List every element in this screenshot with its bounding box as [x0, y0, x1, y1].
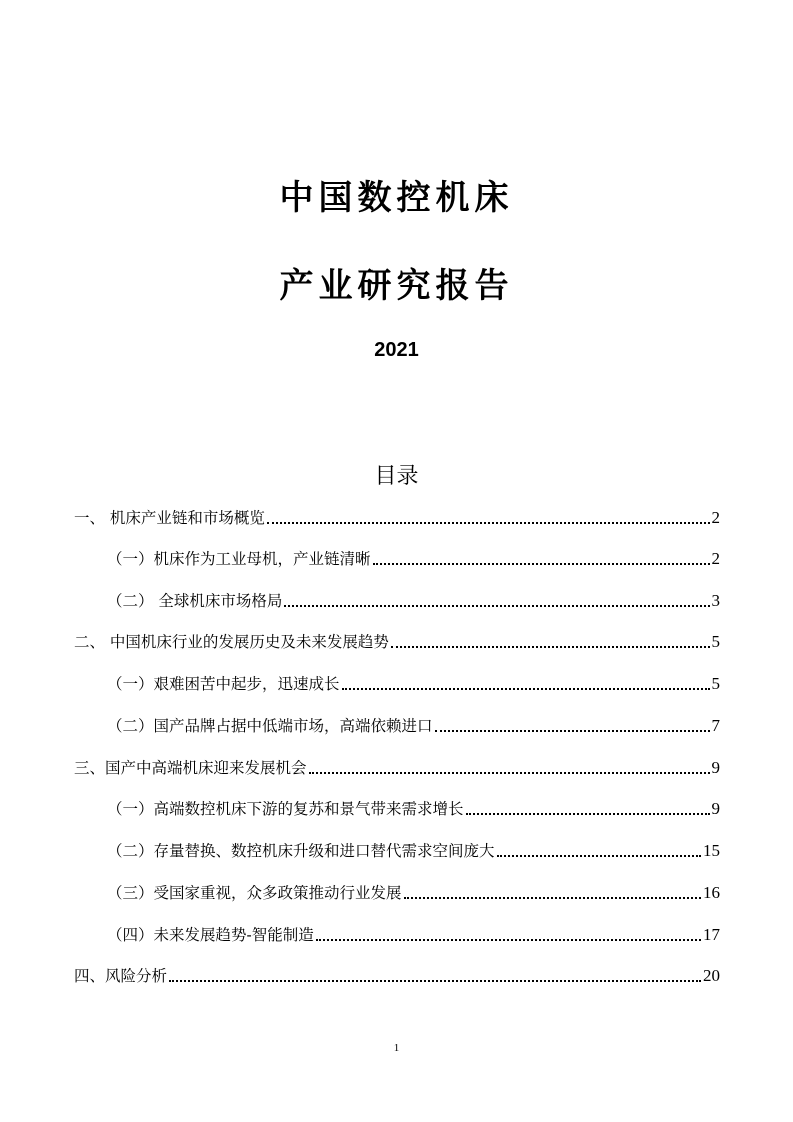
toc-entry-page: 5 [711, 632, 720, 651]
toc-entry[interactable] [107, 588, 720, 614]
toc-entry-title: 一、 机床产业链和市场概览 [74, 509, 265, 527]
toc-dot-leader [391, 646, 710, 648]
toc-entry-title: （三）受国家重视，众多政策推动行业发展 [107, 884, 402, 902]
toc-entry-title: （二）存量替换、数控机床升级和进口替代需求空间庞大 [107, 842, 495, 860]
toc-dot-leader [497, 855, 701, 857]
toc-entry-page: 15 [703, 841, 720, 860]
toc-entry[interactable] [107, 922, 720, 948]
toc-entry-page: 9 [711, 758, 720, 777]
toc-entry[interactable] [107, 713, 720, 739]
toc-dot-leader [316, 939, 701, 941]
toc-entry[interactable] [74, 963, 720, 989]
toc-entry-page: 17 [703, 925, 720, 944]
toc-entry-title: （一）机床作为工业母机，产业链清晰 [107, 550, 371, 568]
toc-dot-leader [267, 522, 710, 524]
toc-entry-page: 3 [711, 591, 720, 610]
toc-entry-title: （四）未来发展趋势-智能制造 [107, 926, 314, 944]
report-title-line-2: 产业研究报告 [279, 266, 514, 306]
toc-dot-leader [342, 688, 710, 690]
toc-entry-title: 三、国产中高端机床迎来发展机会 [74, 759, 307, 777]
toc-dot-leader [435, 730, 710, 732]
toc-dot-leader [284, 605, 709, 607]
toc-entry-page: 2 [711, 508, 720, 527]
toc-entry-title: （二）国产品牌占据中低端市场，高端依赖进口 [107, 717, 433, 735]
toc-entry-title: 四、风险分析 [74, 967, 168, 985]
toc-entry-title: 二、 中国机床行业的发展历史及未来发展趋势 [74, 633, 389, 651]
toc-entry[interactable] [74, 755, 720, 781]
toc-dot-leader [466, 813, 710, 815]
toc-dot-leader [404, 897, 701, 899]
toc-dot-leader [309, 772, 710, 774]
toc-heading: 目录 [374, 464, 419, 489]
toc-dot-leader [169, 980, 701, 982]
toc-entry[interactable] [107, 546, 720, 572]
toc-entry[interactable] [107, 671, 720, 697]
toc-entry-page: 20 [703, 966, 720, 985]
toc-entry[interactable] [107, 838, 720, 864]
toc-entry-title: （一）艰难困苦中起步，迅速成长 [107, 675, 340, 693]
toc-entry[interactable] [107, 796, 720, 822]
toc-entry[interactable] [107, 880, 720, 906]
toc-dot-leader [373, 563, 710, 565]
toc-entry-title: （一）高端数控机床下游的复苏和景气带来需求增长 [107, 800, 464, 818]
toc-entry-page: 5 [711, 674, 720, 693]
toc-entry-page: 16 [703, 883, 720, 902]
report-title-line-1: 中国数控机床 [279, 178, 514, 218]
page-number: 1 [393, 1042, 400, 1054]
toc-entry[interactable] [74, 505, 720, 531]
toc-entry-page: 2 [711, 549, 720, 568]
toc-entry-page: 9 [711, 799, 720, 818]
toc-entry[interactable] [74, 629, 720, 655]
toc-entry-title: （二） 全球机床市场格局 [107, 592, 283, 610]
toc-entry-page: 7 [711, 716, 720, 735]
report-year: 2021 [374, 339, 419, 361]
